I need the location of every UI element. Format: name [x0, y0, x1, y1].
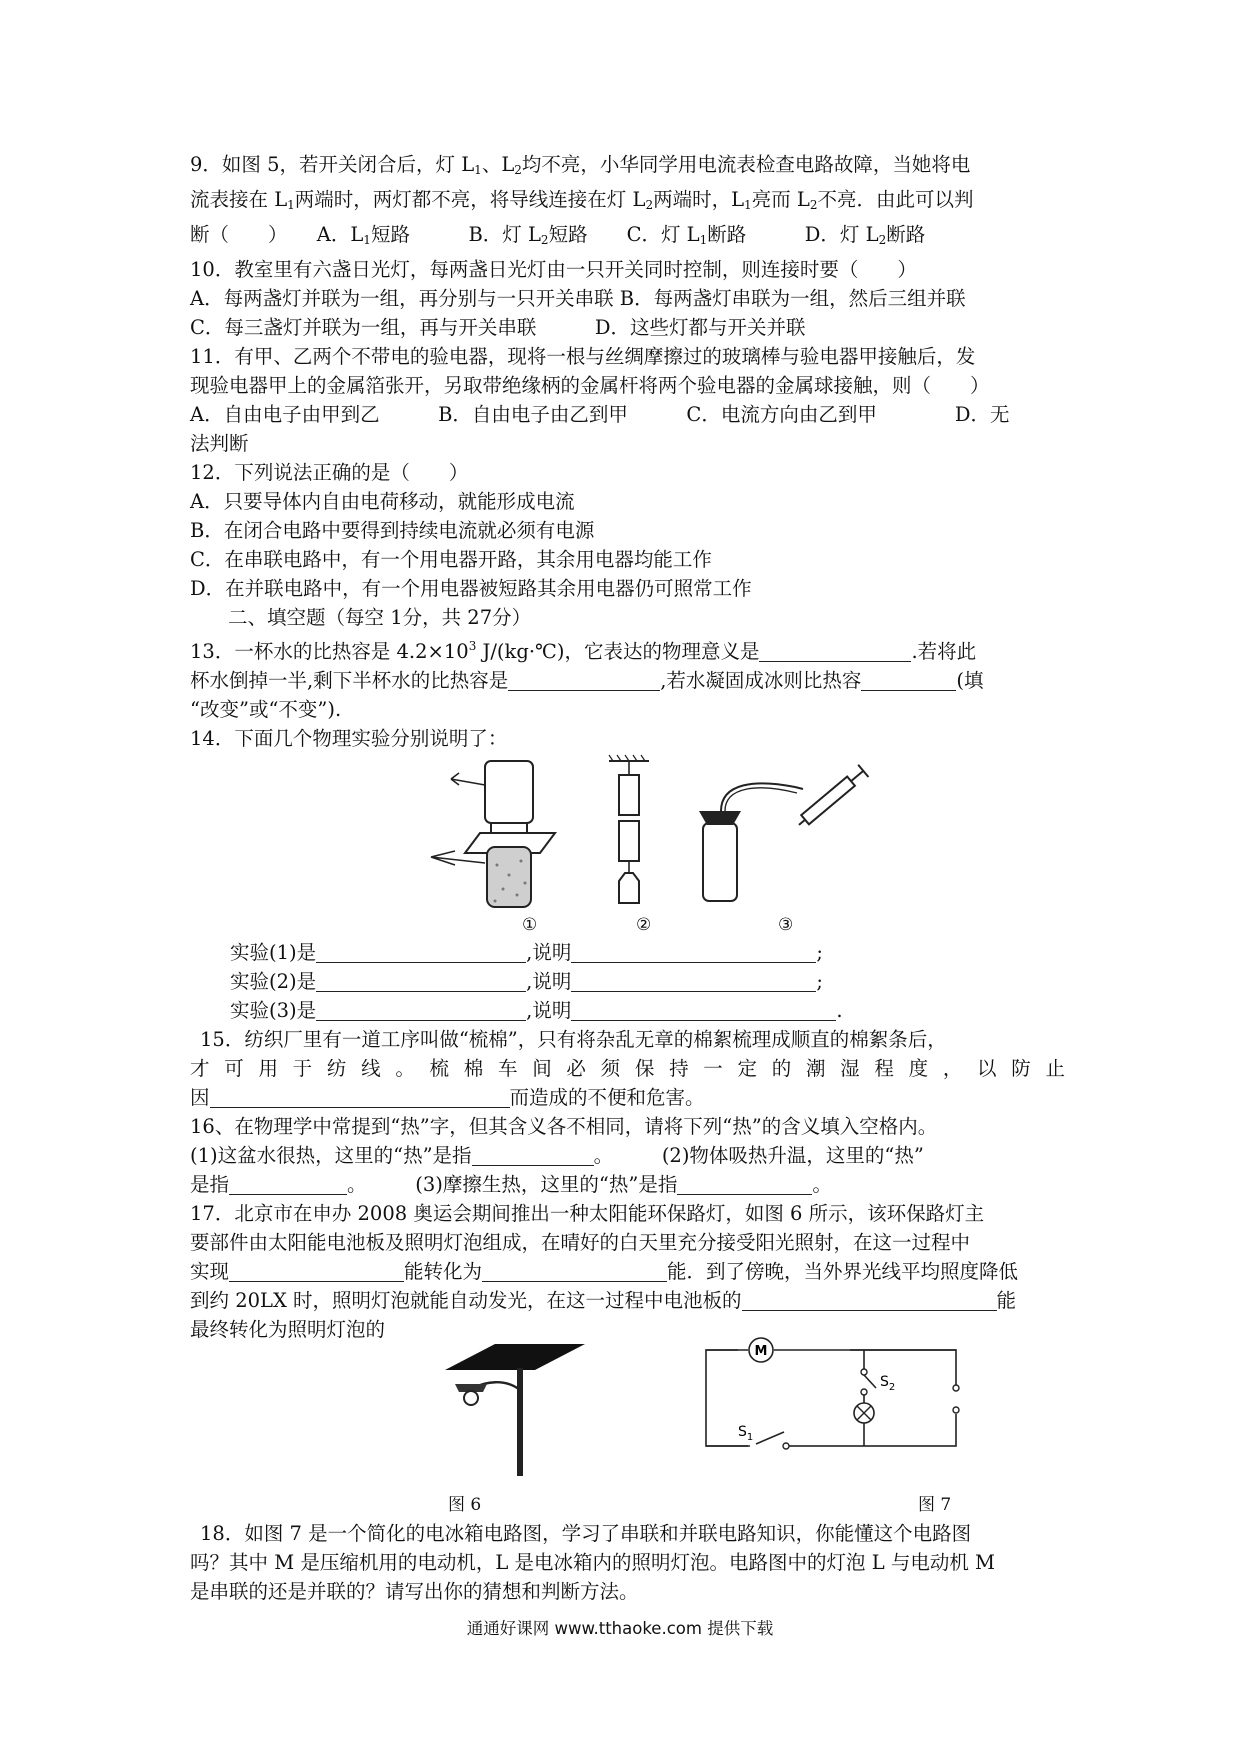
q13-line3: “改变”或“不变”).: [190, 698, 342, 721]
q14-stem: 14．下面几个物理实验分别说明了：: [190, 727, 508, 750]
switch-s1-label: $S_1$: [738, 1424, 754, 1443]
q16-line3: 是指 。 (3)摩擦生热，这里的“热”是指 。: [190, 1173, 832, 1196]
answer-blank[interactable]: [472, 1145, 594, 1166]
q18-line1: 18．如图 7 是一个简化的电冰箱电路图，学习了串联和并联电路知识，你能懂这个电路图: [200, 1522, 972, 1545]
q11-line4: 法判断: [190, 432, 249, 455]
figure-label: ②: [636, 915, 652, 935]
q14-answer-3: 实验(3)是 ,说明 .: [230, 999, 843, 1022]
answer-blank[interactable]: [677, 1174, 812, 1195]
q11-line3: A．自由电子由甲到乙 B．自由电子由乙到甲 C．电流方向由乙到甲 D．无: [190, 403, 1010, 426]
switch-s2-label: $S_2$: [880, 1374, 896, 1393]
q12-option-b: B．在闭合电路中要得到持续电流就必须有电源: [190, 519, 595, 542]
q12-stem: 12．下列说法正确的是（ ）: [190, 461, 469, 484]
q14-figures: [190, 753, 1065, 938]
q12-option-d: D．在并联电路中，有一个用电器被短路其余用电器仍可照常工作: [190, 577, 752, 600]
answer-blank[interactable]: [571, 971, 816, 992]
q17-line2: 要部件由太阳能电池板及照明灯泡组成，在晴好的白天里充分接受阳光照射，在这一过程中: [190, 1231, 971, 1254]
answer-blank[interactable]: [316, 971, 526, 992]
section-heading: 二、填空题（每空 1分，共 27分）: [228, 606, 532, 629]
answer-blank[interactable]: [742, 1290, 997, 1311]
q11-line1: 11．有甲、乙两个不带电的验电器，现将一根与丝绸摩擦过的玻璃棒与验电器甲接触后，发: [190, 345, 976, 368]
q12-option-c: C．在串联电路中，有一个用电器开路，其余用电器均能工作: [190, 548, 712, 571]
q15-line2: 才可用于纺线。梳棉车间必须保持一定的潮湿程度，以防止: [190, 1057, 1065, 1080]
q17-line1: 17．北京市在申办 2008 奥运会期间推出一种太阳能环保路灯，如图 6 所示，该环保路灯主: [190, 1202, 985, 1225]
q13-line1: 13．一杯水的比热容是 $4.2\times 10^3$ J/(kg·℃)，它表达的物理意义是 .若将此: [190, 639, 977, 663]
answer-blank[interactable]: [571, 1000, 836, 1021]
q13-line2: 杯水倒掉一半,剩下半杯水的比热容是 ,若水凝固成冰则比热容 (填: [190, 669, 984, 692]
refrigerator-circuit-diagram: [704, 1344, 964, 1456]
answer-blank[interactable]: [759, 641, 911, 662]
q18-line2: 吗？其中 M 是压缩机用的电动机，L 是电冰箱内的照明灯泡。电路图中的灯泡 L 与电动机 M: [190, 1551, 996, 1574]
q16-line1: 16、在物理学中常提到“热”字，但其含义各不相同，请将下列“热”的含义填入空格内。: [190, 1115, 938, 1138]
answer-blank[interactable]: [571, 942, 816, 963]
lead-cylinders-diagram: [605, 753, 665, 923]
q9-line1: 9．如图 5，若开关闭合后，灯 $L_1$、$L_2$均不亮，小华同学用电流表检查电路故障，当她将电: [190, 153, 971, 177]
worksheet-page: [190, 150, 1065, 1606]
q18-line3: 是串联的还是并联的？请写出你的猜想和判断方法。: [190, 1580, 639, 1603]
q15-line1: 15．纺织厂里有一道工序叫做“梳棉”，只有将杂乱无章的棉絮梳理成顺直的棉絮条后，: [200, 1028, 947, 1051]
bottle-syringe-diagram: [695, 763, 865, 933]
answer-blank[interactable]: [229, 1261, 404, 1282]
answer-blank[interactable]: [482, 1261, 667, 1282]
answer-blank[interactable]: [229, 1174, 347, 1195]
footer-credit: 通通好课网 www.tthaoke.com 提供下载: [466, 1619, 774, 1638]
answer-blank[interactable]: [210, 1087, 510, 1108]
q10-stem: 10．教室里有六盏日光灯，每两盏日光灯由一只开关同时控制，则连接时要（ ）: [190, 258, 917, 281]
q10-options-ab: A．每两盏灯并联为一组，再分别与一只开关串联 B．每两盏灯串联为一组，然后三组并联: [190, 287, 966, 310]
q15-line3: 因 而造成的不便和危害。: [190, 1086, 705, 1109]
figure-label: ③: [778, 915, 794, 935]
answer-blank[interactable]: [861, 670, 956, 691]
q17-line5: 最终转化为照明灯泡的: [190, 1318, 386, 1341]
q12-option-a: A．只要导体内自由电荷移动，就能形成电流: [190, 490, 575, 513]
answer-blank[interactable]: [508, 670, 660, 691]
q17-line3: 实现 能转化为 能．到了傍晚，当外界光线平均照度降低: [190, 1260, 1019, 1283]
q14-answer-2: 实验(2)是 ,说明 ;: [230, 970, 823, 993]
q17-figures: [190, 1344, 1065, 1519]
q10-options-cd: C．每三盏灯并联为一组，再与开关串联 D．这些灯都与开关并联: [190, 316, 806, 339]
q9-line2: 流表接在 $L_1$两端时，两灯都不亮，将导线连接在灯 $L_2$两端时，$L_1$亮而 $L_2$不亮．由此可以判: [190, 188, 974, 212]
q11-line2: 现验电器甲上的金属箔张开，另取带绝缘柄的金属杆将两个验电器的金属球接触，则（ ）: [190, 374, 990, 397]
figure7-caption: 图 7: [918, 1495, 952, 1515]
answer-blank[interactable]: [316, 1000, 526, 1021]
diffusion-jars-diagram: [425, 755, 565, 925]
q17-line4: 到约 20LX 时，照明灯泡就能自动发光，在这一过程中电池板的 能: [190, 1289, 1017, 1312]
q14-answer-1: 实验(1)是 ,说明 ;: [230, 941, 823, 964]
answer-blank[interactable]: [316, 942, 526, 963]
q16-line2: (1)这盆水很热，这里的“热”是指 。 (2)物体吸热升温，这里的“热”: [190, 1144, 924, 1167]
solar-street-lamp-diagram: [435, 1344, 595, 1484]
q9-options: 断（ ） A．$L_1$短路 B．灯 $L_2$短路 C．灯 $L_1$断路 D．灯 $L_2$断路: [190, 223, 926, 247]
figure-label: ①: [522, 915, 538, 935]
figure6-caption: 图 6: [448, 1495, 482, 1515]
motor-label: M: [754, 1344, 768, 1359]
